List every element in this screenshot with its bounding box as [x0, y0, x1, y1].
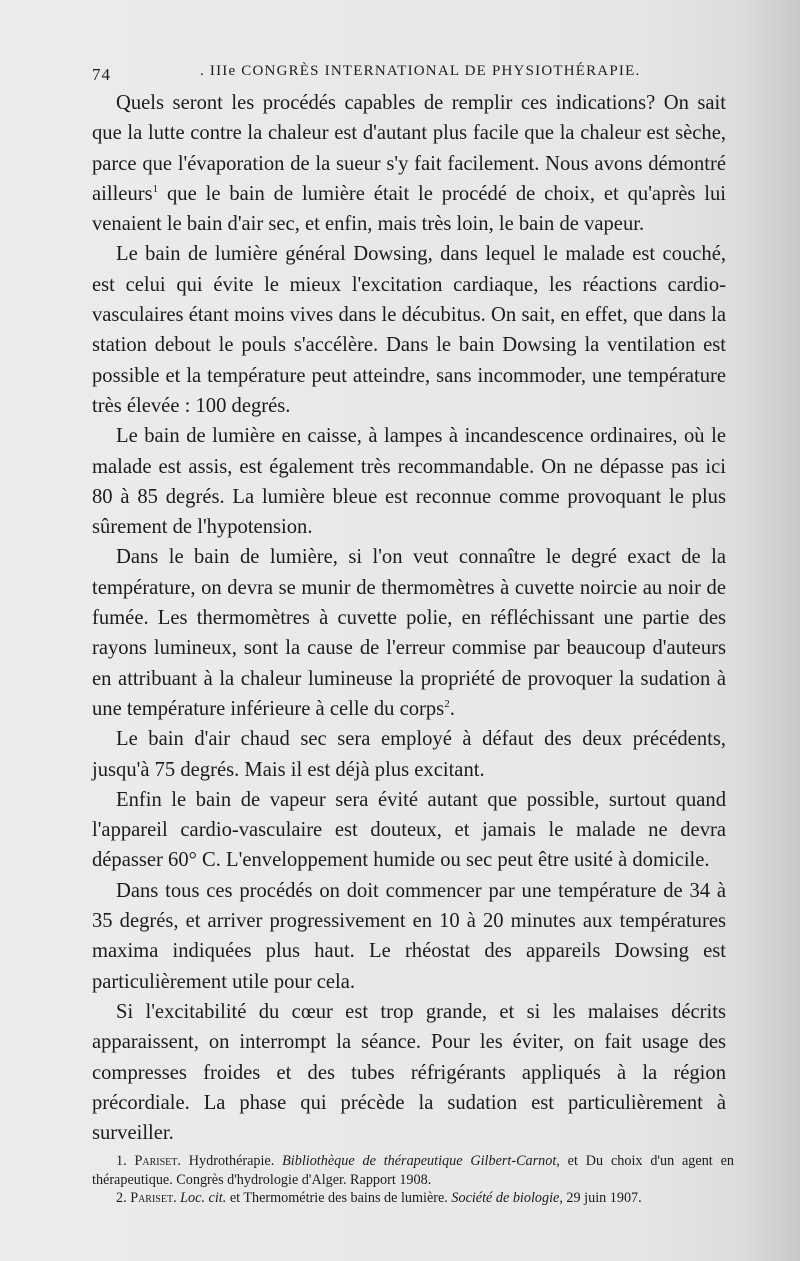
footnote: 1. Pariset. Hydrothérapie. Bibliothèque de thérapeutique Gilbert-Carnot, et Du choix d'un agent en thérapeutique. Congrès d'hydrologie d'Alger. Rapport 1908.	[92, 1153, 734, 1188]
paragraph: Enfin le bain de vapeur sera évité autant que possible, surtout quand l'appareil cardio-vasculaire est douteux, et jamais le malade ne devra dépasser 60° C. L'enveloppement humide ou sec peut être usité à domicile.	[92, 788, 726, 872]
page-header	[92, 55, 726, 85]
footnote: 2. Pariset. Loc. cit. et Thermométrie des bains de lumière. Société de biologie, 29 juin 1907.	[116, 1190, 642, 1206]
paragraph: Si l'excitabilité du cœur est trop grande, et si les malaises décrits apparaissent, on interrompt la séance. Pour les éviter, on fait usage des compresses froides et des tubes réfrigérants appliqués à la région précordiale. La phase qui précède la sudation est particulièrement à surveiller.	[92, 1000, 726, 1145]
paragraph: Le bain d'air chaud sec sera employé à défaut des deux précédents, jusqu'à 75 degrés. Mais il est déjà plus excitant.	[92, 728, 726, 781]
paragraph: Le bain de lumière général Dowsing, dans lequel le malade est couché, est celui qui évite le mieux l'excitation cardiaque, les réactions cardio-vasculaires étant moins vives dans le décubitus. On sait, en effet, que dans la station debout le pouls s'accélère. Dans le bain Dowsing la ventilation est possible et la température peut atteindre, sans incommoder, une température très élevée : 100 degrés.	[92, 243, 726, 417]
page-number: 74	[92, 65, 111, 84]
footnotes	[92, 1152, 734, 1208]
paragraph: Le bain de lumière en caisse, à lampes à incandescence ordinaires, où le malade est assis, est également très recommandable. On ne dépasse pas ici 80 à 85 degrés. La lumière bleue est reconnue comme provoquant le plus sûrement de l'hypotension.	[92, 425, 726, 539]
paragraph: Quels seront les procédés capables de remplir ces indications? On sait que la lutte contre la chaleur est d'autant plus facile que la chaleur est sèche, parce que l'évaporation de la sueur s'y fait facilement. Nous avons démontré ailleurs$^1$ que le bain de lumière était le procédé de choix, et qu'après lui venaient le bain d'air sec, et enfin, mais très loin, le bain de vapeur.	[92, 92, 726, 236]
paragraph: Dans le bain de lumière, si l'on veut connaître le degré exact de la température, on devra se munir de thermomètres à cuvette noircie au noir de fumée. Les thermomètres à cuvette polie, en réfléchissant une partie des rayons lumineux, sont la cause de l'erreur commise par beaucoup d'auteurs en attribuant à la chaleur lumineuse la propriété de provoquer la sudation à une température inférieure à celle du corps$^2$.	[92, 546, 726, 720]
running-head: . IIIe CONGRÈS INTERNATIONAL DE PHYSIOTHÉRAPIE.	[200, 63, 641, 79]
body-text	[92, 88, 726, 1148]
paragraph: Dans tous ces procédés on doit commencer par une température de 34 à 35 degrés, et arriver progressivement en 10 à 20 minutes aux températures maxima indiquées plus haut. Le rhéostat des appareils Dowsing est particulièrement utile pour cela.	[92, 879, 726, 993]
